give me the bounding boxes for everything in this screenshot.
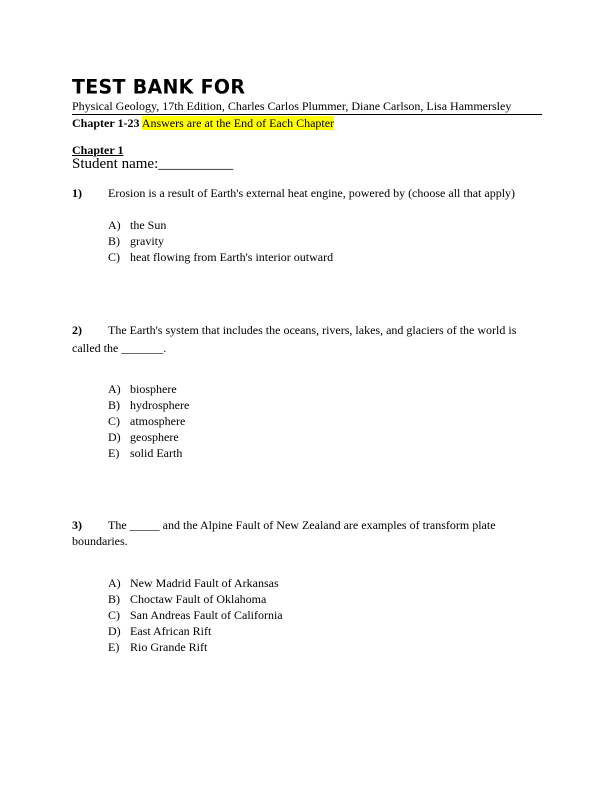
option-text: Choctaw Fault of Oklahoma <box>130 592 267 606</box>
option-letter: B) <box>108 234 120 248</box>
question-text-continued: called the _______. <box>72 341 167 355</box>
option-letter: B) <box>108 592 120 606</box>
option-letter: A) <box>108 576 121 590</box>
option-letter: A) <box>108 382 121 396</box>
question-number: 1) <box>72 186 82 200</box>
answer-option <box>108 608 283 622</box>
option-text: biosphere <box>130 382 177 396</box>
answer-option <box>108 446 182 460</box>
chapter-heading: Chapter 1 <box>72 143 124 157</box>
question-text: The Earth's system that includes the oceans, rivers, lakes, and glaciers of the world is <box>108 323 517 337</box>
answer-option <box>108 218 166 232</box>
question-text: Erosion is a result of Earth's external heat engine, powered by (choose all that apply) <box>108 186 516 200</box>
answer-option <box>108 398 189 412</box>
option-letter: C) <box>108 414 120 428</box>
answer-option <box>108 592 266 606</box>
option-letter: D) <box>108 430 121 444</box>
option-text: solid Earth <box>130 446 183 460</box>
question-number: 3) <box>72 518 82 532</box>
chapter-range-line <box>72 116 334 130</box>
answer-option <box>108 624 211 638</box>
answer-option <box>108 234 164 248</box>
option-text: East African Rift <box>130 624 212 638</box>
option-text: New Madrid Fault of Arkansas <box>130 576 279 590</box>
option-letter: C) <box>108 608 120 622</box>
option-text: San Andreas Fault of California <box>130 608 283 622</box>
answer-option <box>108 250 333 264</box>
question-number: 2) <box>72 323 82 337</box>
option-letter: E) <box>108 640 120 654</box>
document-title: TEST BANK FOR <box>72 75 246 99</box>
option-letter: B) <box>108 398 120 412</box>
answer-option <box>108 640 207 654</box>
option-letter: C) <box>108 250 120 264</box>
option-letter: A) <box>108 218 121 232</box>
option-text: geosphere <box>130 430 179 444</box>
option-text: the Sun <box>130 218 167 232</box>
answer-option <box>108 382 177 396</box>
option-text: Rio Grande Rift <box>130 640 208 654</box>
option-text: atmosphere <box>130 414 186 428</box>
answers-note-highlight: Answers are at the End of Each Chapter <box>141 116 335 130</box>
option-letter: D) <box>108 624 121 638</box>
option-text: hydrosphere <box>130 398 190 412</box>
header-divider <box>72 114 542 115</box>
student-name-field: Student name:__________ <box>72 156 234 172</box>
answer-option <box>108 576 279 590</box>
option-text: heat flowing from Earth's interior outward <box>130 250 334 264</box>
question-text-continued: boundaries. <box>72 534 128 548</box>
answer-option <box>108 430 179 444</box>
option-letter: E) <box>108 446 120 460</box>
chapter-range: Chapter 1-23 <box>72 116 140 130</box>
option-text: gravity <box>130 234 164 248</box>
answer-option <box>108 414 185 428</box>
book-citation: Physical Geology, 17th Edition, Charles Carlos Plummer, Diane Carlson, Lisa Hammersley <box>72 99 512 113</box>
question-text: The _____ and the Alpine Fault of New Zealand are examples of transform plate <box>108 518 496 532</box>
